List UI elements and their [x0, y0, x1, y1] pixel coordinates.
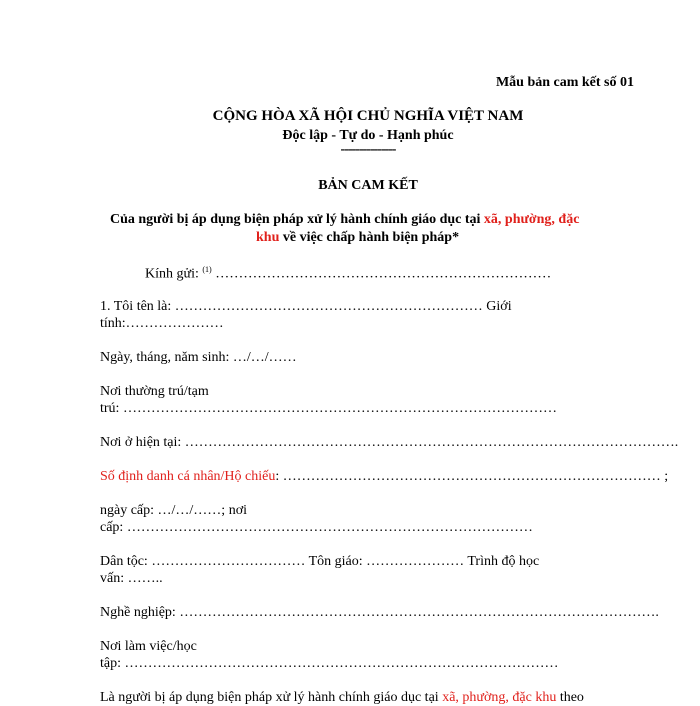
- status-text-end: theo: [556, 690, 584, 705]
- education-field: vấn: ……..: [100, 571, 163, 586]
- subtitle-text-2: về việc chấp hành biện pháp*: [279, 230, 460, 245]
- header-rule: ---------------: [340, 142, 396, 157]
- national-motto: Độc lập - Tự do - Hạnh phúc: [282, 128, 454, 143]
- recipient-label: Kính gửi:: [145, 266, 203, 282]
- current-address-field: Nơi ở hiện tại: …………………………………………………………………………………………….: [100, 435, 679, 450]
- issue-place-field: cấp: ……………………………………………………………………………: [100, 520, 533, 535]
- id-field: : ……………………………………………………………………… ;: [275, 469, 669, 484]
- id-line: [100, 469, 668, 485]
- issue-date-field: ngày cấp: …/…/……; nơi: [100, 503, 247, 518]
- status-red-text: xã, phường, đặc khu: [442, 690, 557, 705]
- document-title: BẢN CAM KẾT: [318, 178, 418, 193]
- workplace-label: Nơi làm việc/học: [100, 639, 197, 654]
- subtitle-red-text: xã, phường, đặc: [483, 212, 580, 227]
- ethnicity-religion-field: Dân tộc: …………………………… Tôn giáo: ………………… Trình độ học: [100, 554, 540, 569]
- form-number: Mẫu bản cam kết số 01: [495, 75, 634, 90]
- recipient-line: [145, 265, 551, 283]
- id-label: Số định danh cá nhân/Hộ chiếu: [100, 469, 276, 484]
- country-name: CỘNG HÒA XÃ HỘI CHỦ NGHĨA VIỆT NAM: [212, 108, 524, 124]
- occupation-field: Nghề nghiệp: ………………………………………………………………………………………….: [100, 605, 659, 620]
- footnote-marker: (1): [202, 265, 212, 274]
- recipient-field: ………………………………………………………………: [211, 266, 552, 282]
- workplace-field: tập: …………………………………………………………………………………: [100, 656, 559, 671]
- residence-field: trú: …………………………………………………………………………………: [100, 401, 557, 416]
- gender-field: tính:…………………: [100, 316, 224, 331]
- name-field: 1. Tôi tên là: ………………………………………………………… Giới: [100, 299, 512, 314]
- status-text: Là người bị áp dụng biện pháp xử lý hành chính giáo dục tại: [100, 690, 443, 705]
- status-line: [100, 690, 584, 706]
- subtitle-line-1: [110, 212, 579, 228]
- subtitle-line-2: [256, 230, 459, 246]
- residence-label: Nơi thường trú/tạm: [100, 384, 209, 399]
- dob-field: Ngày, tháng, năm sinh: …/…/……: [100, 350, 297, 365]
- subtitle-text: Của người bị áp dụng biện pháp xử lý hành chính giáo dục tại: [110, 212, 484, 227]
- subtitle-red-text-2: khu: [256, 230, 280, 245]
